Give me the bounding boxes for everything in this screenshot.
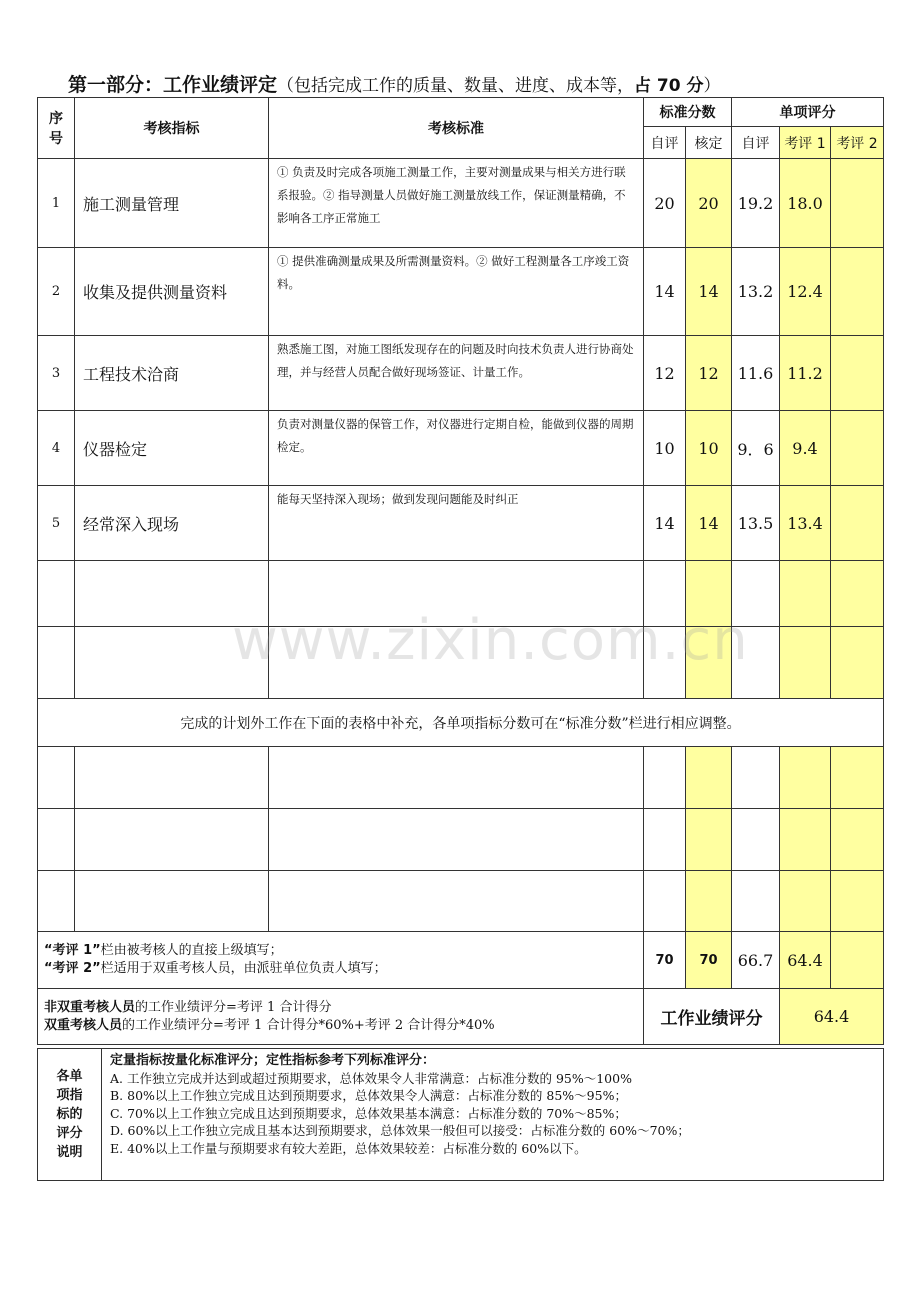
formula-line1: 的工作业绩评分=考评 1 合计得分 <box>135 999 332 1015</box>
criteria-item-d: D. 60%以上工作独立完成且基本达到预期要求，总体效果一般但可以接受：占标准分数的 60%～70%； <box>110 1123 690 1138</box>
row-eval1: 13.4 <box>780 486 831 561</box>
row-self-score: 19.2 <box>732 159 780 248</box>
header-std-score: 标准分数 <box>644 98 732 127</box>
header-standard: 考核标准 <box>269 98 644 159</box>
criteria-item-e: E. 40%以上工作量与预期要求有较大差距，总体效果较差：占标准分数的 60%以下。 <box>110 1140 587 1156</box>
totals-note-line1: 栏由被考核人的直接上级填写； <box>100 943 283 958</box>
row-indicator: 经常深入现场 <box>75 486 269 561</box>
criteria-heading: 定量指标按量化标准评分；定性指标参考下列标准评分： <box>110 1053 436 1068</box>
total-eval1: 64.4 <box>780 932 831 989</box>
criteria-label <box>38 1049 102 1181</box>
criteria-item-c: C. 70%以上工作独立完成且达到预期要求，总体效果基本满意：占标准分数的 70%～85%； <box>110 1105 627 1121</box>
table-row <box>38 336 884 411</box>
row-std-self: 14 <box>644 248 686 336</box>
row-seq: 5 <box>38 486 75 561</box>
row-std-approved: 14 <box>686 486 732 561</box>
formula-line2-bold: 双重考核人员 <box>44 1017 123 1033</box>
empty-row <box>38 747 884 809</box>
performance-score-value: 64.4 <box>780 989 884 1045</box>
empty-row <box>38 627 884 699</box>
empty-row <box>38 561 884 627</box>
row-standard: ① 提供准确测量成果及所需测量资料。② 做好工程测量各工序竣工资料。 <box>269 248 644 336</box>
row-self-score: 13.2 <box>732 248 780 336</box>
row-seq: 1 <box>38 159 75 248</box>
criteria-table <box>37 1048 884 1181</box>
row-std-approved: 10 <box>686 411 732 486</box>
performance-score-label: 工作业绩评分 <box>644 989 780 1045</box>
row-standard: 能每天坚持深入现场；做到发现问题能及时纠正 <box>269 486 644 561</box>
formula-line2: 的工作业绩评分=考评 1 合计得分*60%+考评 2 合计得分*40% <box>122 1017 495 1033</box>
row-eval2 <box>831 248 884 336</box>
criteria-label-text: 各单项指标的评分说明 <box>56 1069 83 1160</box>
criteria-item-a: A. 工作独立完成并达到或超过预期要求，总体效果令人非常满意：占标准分数的 95%～100% <box>110 1070 632 1086</box>
row-eval1: 9.4 <box>780 411 831 486</box>
row-eval2 <box>831 159 884 248</box>
section-title-paren-open: （包括完成工作的质量、数量、进度、成本等， <box>277 76 635 96</box>
table-row <box>38 411 884 486</box>
table-row <box>38 248 884 336</box>
section-title-main: 第一部分：工作业绩评定 <box>68 74 278 96</box>
total-std-approved: 70 <box>686 932 732 989</box>
section-title <box>68 70 721 97</box>
totals-note-eval2: “考评 2” <box>44 961 101 976</box>
row-std-approved: 20 <box>686 159 732 248</box>
section-title-paren-close: ） <box>703 76 721 96</box>
row-seq: 4 <box>38 411 75 486</box>
formula-row <box>38 989 884 1045</box>
totals-note-line2: 栏适用于双重考核人员，由派驻单位负责人填写； <box>100 961 387 976</box>
row-std-self: 14 <box>644 486 686 561</box>
watermark: www.zixin.com.cn <box>232 608 749 673</box>
row-seq: 3 <box>38 336 75 411</box>
header-indicator: 考核指标 <box>75 98 269 159</box>
row-std-self: 12 <box>644 336 686 411</box>
header-self-score: 自评 <box>732 127 780 159</box>
section-title-paren-bold: 占 70 分 <box>634 76 704 96</box>
header-seq: 序号 <box>38 98 75 159</box>
performance-table <box>37 97 884 1045</box>
header-eval1: 考评 1 <box>780 127 831 159</box>
row-standard: 熟悉施工图，对施工图纸发现存在的问题及时向技术负责人进行协商处理，并与经营人员配合做好现场签证、计量工作。 <box>269 336 644 411</box>
supplement-note: 完成的计划外工作在下面的表格中补充，各单项指标分数可在“标准分数”栏进行相应调整。 <box>38 699 884 747</box>
criteria-content <box>102 1049 884 1181</box>
row-self-score: 11.6 <box>732 336 780 411</box>
header-approved: 核定 <box>686 127 732 159</box>
header-eval2: 考评 2 <box>831 127 884 159</box>
row-eval2 <box>831 411 884 486</box>
row-standard: 负责对测量仪器的保管工作，对仪器进行定期自检，能做到仪器的周期检定。 <box>269 411 644 486</box>
row-std-approved: 14 <box>686 248 732 336</box>
row-self-score: 13.5 <box>732 486 780 561</box>
total-eval2 <box>831 932 884 989</box>
totals-note <box>38 932 644 989</box>
row-eval1: 18.0 <box>780 159 831 248</box>
row-seq: 2 <box>38 248 75 336</box>
row-eval1: 12.4 <box>780 248 831 336</box>
row-std-approved: 12 <box>686 336 732 411</box>
row-std-self: 20 <box>644 159 686 248</box>
row-eval1: 11.2 <box>780 336 831 411</box>
header-self: 自评 <box>644 127 686 159</box>
row-standard: ① 负责及时完成各项施工测量工作，主要对测量成果与相关方进行联系报验。② 指导测量人员做好施工测量放线工作，保证测量精确，不影响各工序正常施工 <box>269 159 644 248</box>
row-self-score: 9．6 <box>732 411 780 486</box>
formula-line1-bold: 非双重考核人员 <box>44 999 136 1015</box>
totals-row <box>38 932 884 989</box>
table-row <box>38 159 884 248</box>
row-eval2 <box>831 336 884 411</box>
row-indicator: 施工测量管理 <box>75 159 269 248</box>
row-indicator: 工程技术洽商 <box>75 336 269 411</box>
empty-row <box>38 809 884 871</box>
empty-row <box>38 871 884 932</box>
row-indicator: 收集及提供测量资料 <box>75 248 269 336</box>
row-indicator: 仪器检定 <box>75 411 269 486</box>
totals-note-eval1: “考评 1” <box>44 943 101 958</box>
row-eval2 <box>831 486 884 561</box>
formula-text <box>38 989 644 1045</box>
table-row <box>38 486 884 561</box>
header-item-score: 单项评分 <box>732 98 884 127</box>
total-std-self: 70 <box>644 932 686 989</box>
criteria-item-b: B. 80%以上工作独立完成且达到预期要求，总体效果令人满意：占标准分数的 85%～95%； <box>110 1088 627 1103</box>
total-self-score: 66.7 <box>732 932 780 989</box>
row-std-self: 10 <box>644 411 686 486</box>
